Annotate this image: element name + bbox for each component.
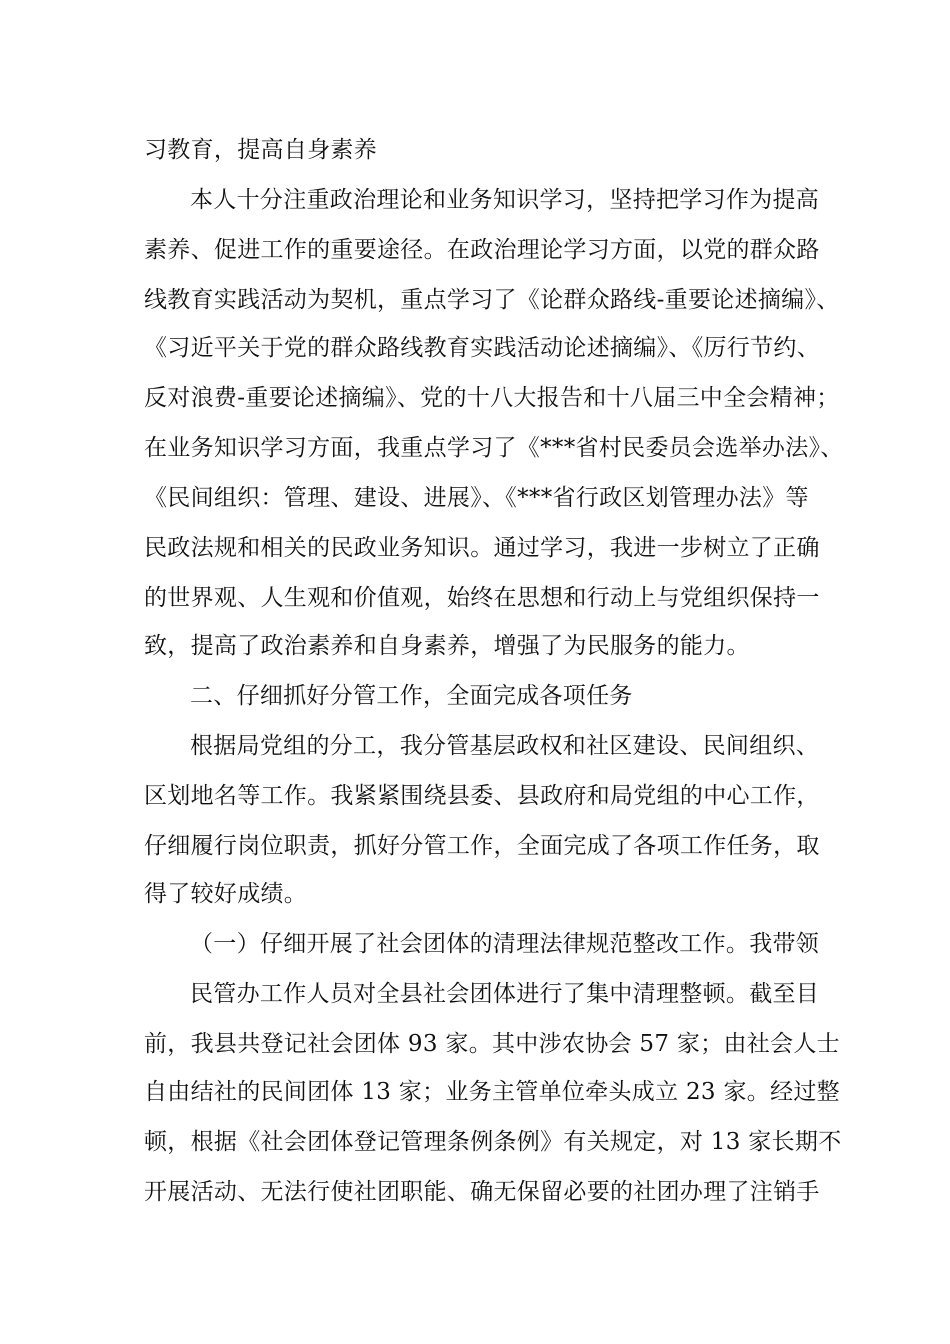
text-line: 顿，根据《社会团体登记管理条例条例》有关规定，对 13 家长期不 [144,1129,842,1155]
text-line: 得了较好成绩。 [144,881,308,907]
text-line: 民政法规和相关的民政业务知识。通过学习，我进一步树立了正确 [144,535,820,561]
text-line: 区划地名等工作。我紧紧围绕县委、县政府和局党组的中心工作， [144,783,820,809]
text-line: 开展活动、无法行使社团职能、确无保留必要的社团办理了注销手 [144,1179,820,1205]
text-line: 民管办工作人员对全县社会团体进行了集中清理整顿。截至目 [190,981,820,1007]
text-line: 自由结社的民间团体 13 家；业务主管单位牵头成立 23 家。经过整 [144,1079,840,1105]
text-line: 习教育，提高自身素养 [144,137,377,163]
text-line: 反对浪费-重要论述摘编》、党的十八大报告和十八届三中全会精神； [144,385,840,411]
text-line: 致，提高了政治素养和自身素养，增强了为民服务的能力。 [144,633,750,659]
text-line: 在业务知识学习方面，我重点学习了《***省村民委员会选举办法》、 [144,435,844,461]
text-line: 前，我县共登记社会团体 93 家。其中涉农协会 57 家；由社会人士 [144,1031,840,1057]
text-line: 《民间组织：管理、建设、进展》、《***省行政区划管理办法》等 [144,485,809,511]
text-line: 线教育实践活动为契机，重点学习了《论群众路线-重要论述摘编》、 [144,287,840,313]
section-heading: 二、仔细抓好分管工作，全面完成各项任务 [190,683,633,709]
text-line: 素养、促进工作的重要途径。在政治理论学习方面，以党的群众路 [144,237,820,263]
text-line: 根据局党组的分工，我分管基层政权和社区建设、民间组织、 [190,733,820,759]
text-line: 本人十分注重政治理论和业务知识学习，坚持把学习作为提高 [190,187,820,213]
text-line: 《习近平关于党的群众路线教育实践活动论述摘编》、《厉行节约、 [144,335,820,361]
text-line: 仔细履行岗位职责，抓好分管工作，全面完成了各项工作任务，取 [144,833,820,859]
subsection-heading: （一）仔细开展了社会团体的清理法律规范整改工作。我带领 [190,931,820,957]
text-line: 的世界观、人生观和价值观，始终在思想和行动上与党组织保持一 [144,585,820,611]
